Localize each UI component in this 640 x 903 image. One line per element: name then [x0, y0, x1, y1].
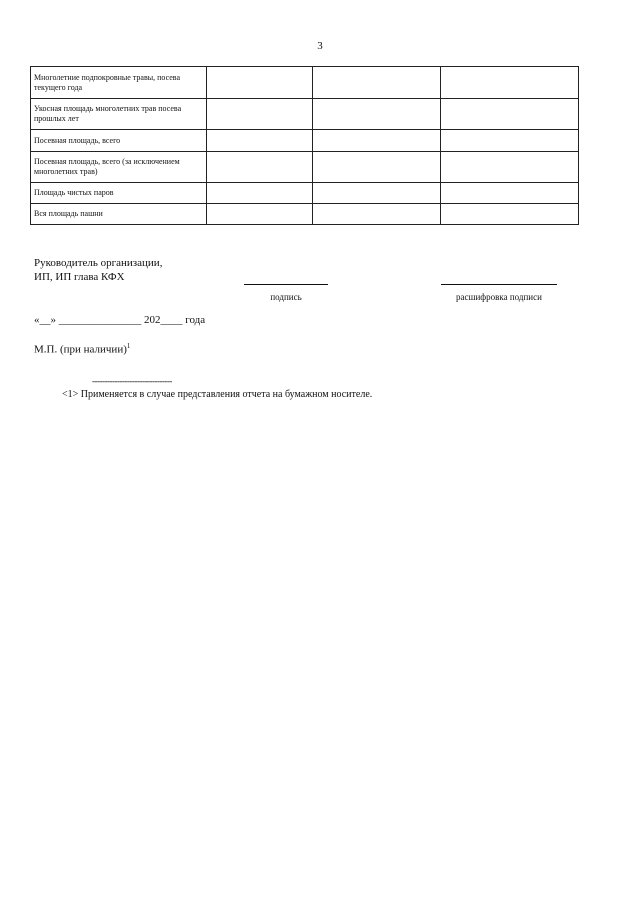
- signature-decode-caption: расшифровка подписи: [456, 292, 542, 302]
- signatory-title: [34, 256, 162, 284]
- table-row: [31, 204, 579, 225]
- table-cell[interactable]: [207, 99, 313, 130]
- table-cell[interactable]: [313, 130, 441, 152]
- row-label: Вся площадь пашни: [31, 204, 207, 225]
- table-cell[interactable]: [207, 130, 313, 152]
- table-row: [31, 67, 579, 99]
- table-cell[interactable]: [441, 99, 579, 130]
- table-cell[interactable]: [441, 130, 579, 152]
- row-label: Укосная площадь многолетних трав посева прошлых лет: [31, 99, 207, 130]
- table-cell[interactable]: [313, 99, 441, 130]
- date-line: «__» _______________ 202____ года: [34, 314, 206, 326]
- signature-caption: подпись: [270, 292, 302, 302]
- table-cell[interactable]: [441, 67, 579, 99]
- sown-area-table: [30, 66, 579, 225]
- row-label: Площадь чистых паров: [31, 183, 207, 204]
- signature-decode-line[interactable]: [441, 284, 557, 285]
- table-cell[interactable]: [441, 152, 579, 183]
- table-cell[interactable]: [313, 204, 441, 225]
- table-cell[interactable]: [441, 204, 579, 225]
- table-cell[interactable]: [313, 152, 441, 183]
- table-row: [31, 183, 579, 204]
- row-label: Посевная площадь, всего: [31, 130, 207, 152]
- table-row: [31, 130, 579, 152]
- row-label: Посевная площадь, всего (за исключением многолетних трав): [31, 152, 207, 183]
- table-cell[interactable]: [207, 152, 313, 183]
- table-cell[interactable]: [207, 183, 313, 204]
- table-cell[interactable]: [207, 67, 313, 99]
- signature-line[interactable]: [244, 284, 328, 285]
- table-cell[interactable]: [313, 183, 441, 204]
- table-cell[interactable]: [207, 204, 313, 225]
- table-cell[interactable]: [313, 67, 441, 99]
- footnote-separator: --------------------------------: [92, 376, 172, 386]
- table-row: [31, 99, 579, 130]
- page-number: 3: [317, 40, 323, 52]
- row-label: Многолетние подпокровные травы, посева текущего года: [31, 67, 207, 99]
- signatory-title-line1: Руководитель организации,: [34, 257, 163, 269]
- footnote-text: <1> Применяется в случае представления отчета на бумажном носителе.: [62, 389, 373, 400]
- table-row: [31, 152, 579, 183]
- stamp-label-row: [34, 342, 130, 356]
- footnote-reference: 1: [126, 342, 131, 350]
- signatory-title-line2: ИП, ИП глава КФХ: [34, 271, 125, 283]
- table-cell[interactable]: [441, 183, 579, 204]
- stamp-label: М.П. (при наличии): [34, 343, 127, 356]
